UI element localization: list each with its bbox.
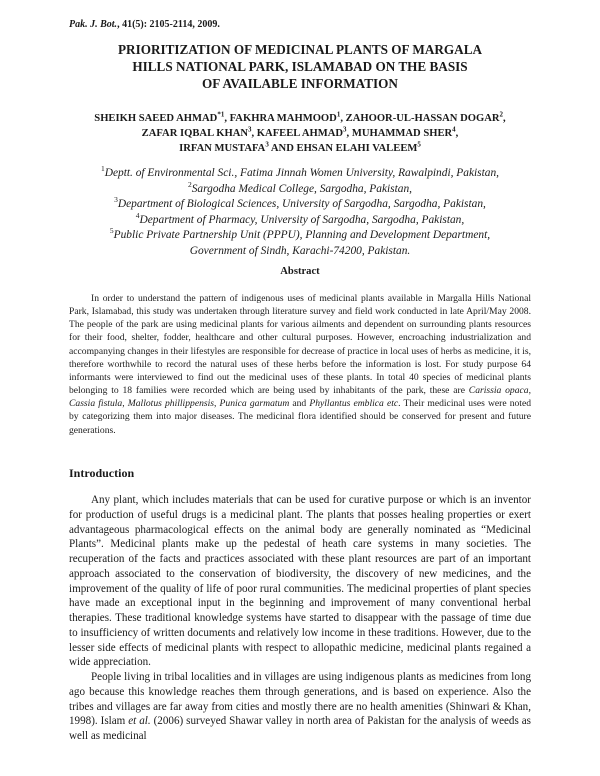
journal-citation bbox=[69, 19, 220, 30]
body-paragraph: Any plant, which includes materials that can be used for curative purpose or which is an inventor for production of useful drugs is a medicinal plant. The plants that posses healing properties or exert advantageous pharmacological effects on the animal body are generally nominated as “Medicinal Plants”. Medicinal plants make up the pedestal of heath care systems in many societies. The recuperation of the facts and practices associated with these plant resources are part of an important approach associated to the conservation of biodiversity, the discovery of new medicines, and the improvement of the quality of life of poor rural communities. The medicinal properties of plant species have made an exceptional input in the beginning and improvement of many conventional herbal therapies. These traditional knowledge systems have started to disappear with the passage of time due to insufficiency of written documents and relatively low income in these traditions. However, due to the lesser side effects of medicinal plants with respect to allopathic medicine, medicinal plants regained a wide appreciation. bbox=[69, 494, 531, 669]
journal-volume-pages: , 41(5): 2105-2114, 2009. bbox=[117, 19, 220, 30]
journal-name: Pak. J. Bot. bbox=[69, 19, 118, 30]
affiliation-text: Department of Biological Sciences, University of Sargodha, Sargodha, Pakistan, bbox=[117, 198, 486, 211]
author-affiliation-mark: 1 bbox=[336, 110, 341, 119]
author-separator: , bbox=[455, 128, 459, 139]
affiliation-text: Department of Pharmacy, University of Sargodha, Sargodha, Pakistan, bbox=[139, 213, 465, 226]
affiliation-mark: 3 bbox=[114, 195, 118, 205]
introduction-body bbox=[69, 493, 531, 744]
abstract-heading: Abstract bbox=[280, 266, 320, 277]
introduction-heading: Introduction bbox=[69, 466, 135, 480]
author-name: ZAFAR IQBAL KHAN bbox=[141, 128, 248, 139]
title-line: PRIORITIZATION OF MEDICINAL PLANTS OF MARGALA bbox=[117, 42, 483, 57]
author-name: IRFAN MUSTAFA bbox=[179, 143, 266, 154]
abstract-text: . Their medicinal uses were noted by categorizing them into major diseases. The medicinal flora identified should be conserved for present and future generations. bbox=[69, 398, 532, 436]
affiliation-text: Deptt. of Environmental Sci., Fatima Jinnah Women University, Rawalpindi, Pakistan, bbox=[104, 167, 500, 179]
body-text: People living in tribal localities and in villages are using indigenous plants as medicines from long ago because this knowledge reaches them through generations, and is based on experience. Also the tribes and villages are far away from cities and mostly there are no health amenities (Shinwari & Khan, 1998). Islam bbox=[69, 671, 531, 728]
title-line: OF AVAILABLE INFORMATION bbox=[202, 76, 398, 91]
affiliation-mark: 1 bbox=[100, 164, 105, 174]
affiliation-line bbox=[70, 166, 530, 182]
author-name: KAFEEL AHMAD bbox=[256, 128, 344, 139]
abstract-text: , bbox=[122, 398, 128, 410]
author-separator: , bbox=[346, 128, 352, 139]
author-list bbox=[70, 111, 530, 156]
affiliation-line bbox=[70, 210, 530, 229]
author-name: EHSAN ELAHI VALEEM bbox=[296, 143, 418, 154]
species-name: Carissia opaca bbox=[468, 385, 529, 397]
author-line bbox=[70, 111, 530, 126]
affiliation-mark: 2 bbox=[187, 179, 192, 189]
affiliation-text: Public Private Partnership Unit (PPPU), Planning and Development Department, bbox=[113, 229, 491, 242]
author-separator: , bbox=[340, 113, 346, 124]
affiliation-mark: 5 bbox=[109, 226, 114, 236]
author-name: MUHAMMAD SHER bbox=[351, 128, 453, 139]
author-affiliation-mark: 3 bbox=[248, 125, 252, 134]
species-name: Mallotus phillippensis bbox=[127, 398, 215, 410]
abstract-paragraph bbox=[69, 292, 531, 437]
body-paragraph bbox=[69, 670, 531, 744]
author-affiliation-mark: 2 bbox=[499, 110, 504, 119]
paper-title bbox=[70, 41, 530, 92]
author-separator: AND bbox=[268, 143, 297, 154]
affiliation-line bbox=[70, 244, 530, 260]
author-affiliation-mark: 3 bbox=[265, 140, 269, 149]
affiliation-line bbox=[70, 228, 530, 244]
citation-et-al: et al. bbox=[128, 715, 151, 728]
affiliation-list bbox=[70, 166, 530, 260]
abstract-text: , bbox=[528, 385, 531, 397]
author-name: ZAHOOR-UL-HASSAN DOGAR bbox=[345, 113, 500, 124]
affiliation-line bbox=[70, 179, 530, 198]
species-name: Phyllantus emblica etc bbox=[309, 398, 399, 410]
author-affiliation-mark: *1 bbox=[217, 110, 225, 119]
author-line bbox=[70, 126, 530, 141]
author-affiliation-mark: 4 bbox=[452, 125, 456, 134]
author-name: FAKHRA MAHMOOD bbox=[229, 113, 337, 124]
species-name: Cassia fistula bbox=[69, 398, 123, 410]
abstract-text: , bbox=[214, 398, 220, 410]
author-affiliation-mark: 5 bbox=[417, 140, 421, 149]
abstract-body bbox=[69, 292, 531, 437]
abstract-text: and bbox=[289, 398, 310, 410]
author-line bbox=[70, 141, 530, 156]
abstract-text: In order to understand the pattern of indigenous uses of medicinal plants available in Margalla Hills National Park, Islamabad, this study was undertaken through literature survey and field work conducted in late April/May 2008. The people of the park are using medicinal plants for various ailments and dependent on surrounding plants resources for their food, shelter, fodder, healthcare and other cultural purposes. However, encroaching industrialization and accompanying changes in their lifestyles are responsible for decrease of practice in local uses of herbs as medicine, it is, therefore worthwhile to record the natural uses of these herbs before the information is lost. For study purpose 64 informants were interviewed to find out the medicinal uses of these plants. In total 40 species of medicinal plants belonging to 18 families were recorded which are being used by inhabitants of the park, these are bbox=[69, 293, 531, 397]
author-separator: , bbox=[224, 113, 230, 124]
author-separator: , bbox=[251, 128, 257, 139]
affiliation-mark: 4 bbox=[135, 210, 140, 220]
affiliation-text: Sargodha Medical College, Sargodha, Pakistan, bbox=[191, 182, 413, 195]
body-text: (2006) surveyed Shawar valley in north area of Pakistan for the analysis of weeds as well as medicinal bbox=[69, 715, 531, 742]
affiliation-text: Government of Sindh, Karachi-74200, Pakistan. bbox=[189, 244, 411, 257]
author-separator: , bbox=[503, 113, 506, 124]
title-line: HILLS NATIONAL PARK, ISLAMABAD ON THE BASIS bbox=[132, 59, 468, 74]
author-affiliation-mark: 3 bbox=[343, 125, 347, 134]
author-name: SHEIKH SAEED AHMAD bbox=[94, 113, 218, 124]
species-name: Punica garmatum bbox=[219, 398, 290, 410]
